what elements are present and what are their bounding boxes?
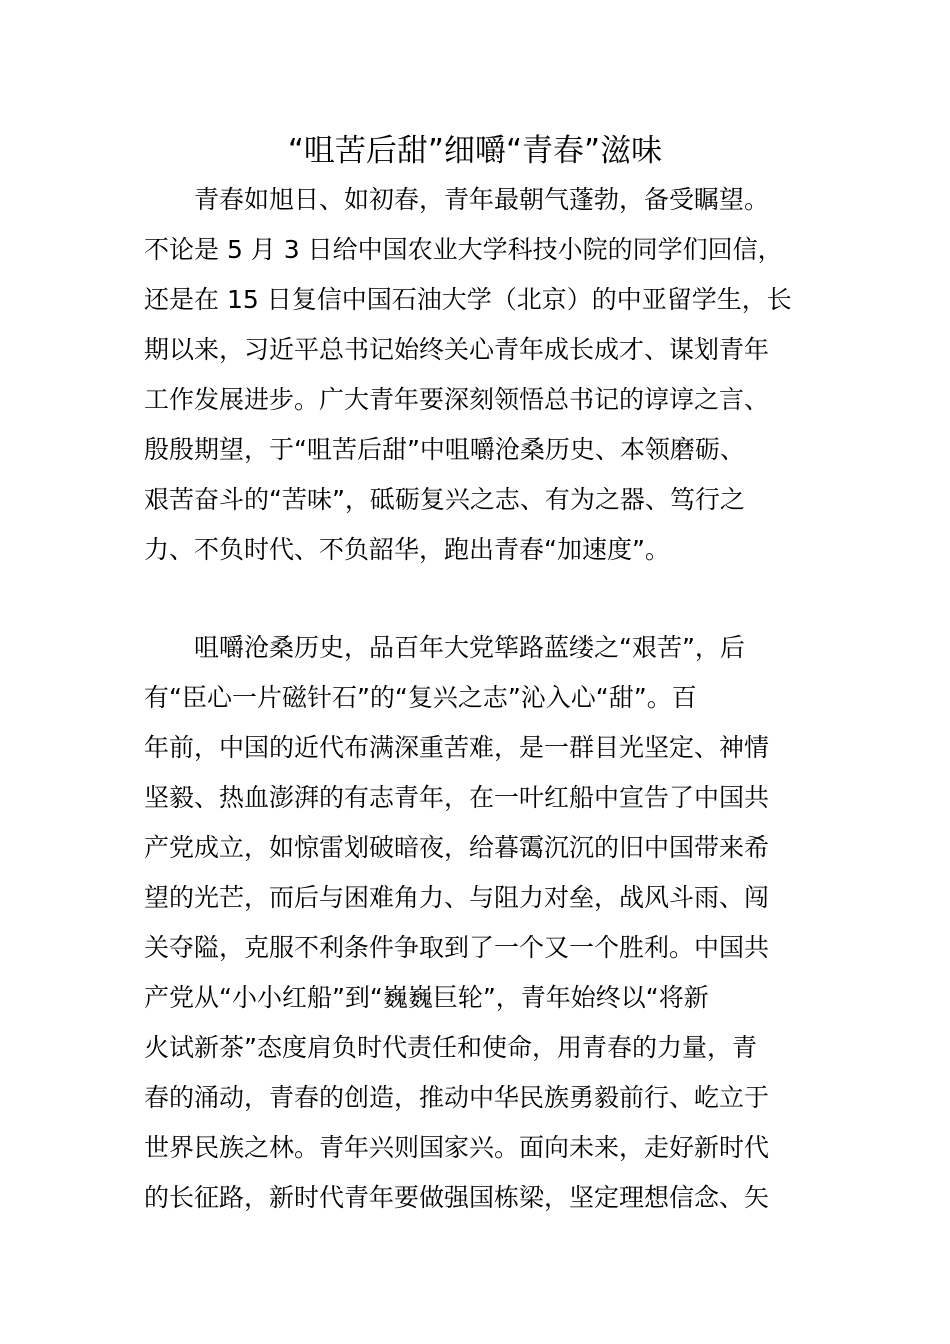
paragraph-line: 春的涌动，青春的创造，推动中华民族勇毅前行、屹立于 <box>144 1083 770 1112</box>
paragraph-line: 咀嚼沧桑历史，品百年大党筚路蓝缕之“艰苦”，后 <box>194 633 745 662</box>
paragraph-line: 的长征路，新时代青年要做强国栋梁，坚定理想信念、矢 <box>144 1183 770 1212</box>
paragraph-line: 期以来，习近平总书记始终关心青年成长成才、谋划青年 <box>144 335 770 364</box>
paragraph-line: 年前，中国的近代布满深重苦难，是一群目光坚定、神情 <box>144 733 770 762</box>
document-title: “咀苦后甜”细嚼“青春”滋味 <box>287 133 663 169</box>
paragraph-line: 有“臣心一片磁针石”的“复兴之志”沁入心“甜”。百 <box>144 683 697 712</box>
paragraph-line: 坚毅、热血澎湃的有志青年，在一叶红船中宣告了中国共 <box>144 783 770 812</box>
paragraph-line: 产党成立，如惊雷划破暗夜，给暮霭沉沉的旧中国带来希 <box>144 833 770 862</box>
paragraph-line: 殷殷期望，于“咀苦后甜”中咀嚼沧桑历史、本领磨砺、 <box>144 435 745 464</box>
paragraph-line: 力、不负时代、不负韶华，跑出青春“加速度”。 <box>144 535 670 564</box>
paragraph-line: 工作发展进步。广大青年要深刻领悟总书记的谆谆之言、 <box>144 385 770 414</box>
paragraph-line: 艰苦奋斗的“苦味”，砥砺复兴之志、有为之器、笃行之 <box>144 485 745 514</box>
paragraph-line: 关夺隘，克服不利条件争取到了一个又一个胜利。中国共 <box>144 933 770 962</box>
paragraph-line: 青春如旭日、如初春，青年最朝气蓬勃，备受瞩望。 <box>194 185 770 214</box>
paragraph-line: 望的光芒，而后与困难角力、与阻力对垒，战风斗雨、闯 <box>144 883 770 912</box>
paragraph-line: 世界民族之林。青年兴则国家兴。面向未来，走好新时代 <box>144 1133 770 1162</box>
paragraph-line: 不论是 5 月 3 日给中国农业大学科技小院的同学们回信， <box>144 235 783 264</box>
paragraph-line: 火试新茶”态度肩负时代责任和使命，用青春的力量，青 <box>144 1033 757 1062</box>
paragraph-line: 产党从“小小红船”到“巍巍巨轮”，青年始终以“将新 <box>144 983 709 1012</box>
paragraph-line: 还是在 15 日复信中国石油大学（北京）的中亚留学生，长 <box>144 285 792 314</box>
